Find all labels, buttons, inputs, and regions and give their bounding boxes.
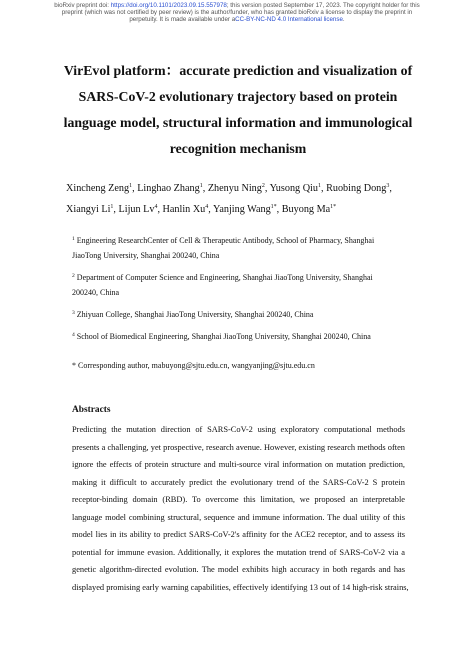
author-affiliation-mark: 1* — [270, 204, 277, 210]
license-link[interactable]: CC-BY-NC-ND 4.0 International license — [235, 16, 343, 24]
notice-line-3: perpetuity. It is made available under aCC-BY-NC-ND 4.0 International license. — [129, 16, 345, 24]
affiliation-number: 4 — [72, 332, 75, 338]
doi-link[interactable]: https://doi.org/10.1101/2023.09.15.557978 — [110, 2, 227, 9]
preprint-notice — [0, 2, 474, 24]
author-affiliation-mark: 1 — [199, 183, 203, 189]
abstract-line: displayed promising early warning capabilities, effectively identifying 13 out of 14 high-risk strains, — [72, 582, 409, 592]
author-name: Lijun Lv — [118, 204, 155, 215]
author-affiliation-mark: 1 — [317, 183, 321, 189]
corresponding-author: * Corresponding author, mabuyong@sjtu.edu.cn, wangyanjing@sjtu.edu.cn — [72, 361, 315, 370]
abstract-line: presents a challenging, yet prospective, research avenue. However, existing research methods often — [72, 442, 405, 452]
author-name: Hanlin Xu — [162, 204, 206, 215]
affiliation-4: $^4$ School of Biomedical Engineering, Shanghai JiaoTong University, Shanghai 200240, China — [72, 332, 371, 341]
abstract-body — [72, 421, 409, 596]
affiliation-number: 2 — [72, 273, 75, 279]
abstract-line: making it difficult to accurately predict the evolutionary trend of the SARS-CoV-2 S protein — [72, 477, 405, 487]
affiliation-3: $^3$ Zhiyuan College, Shanghai JiaoTong University, Shanghai 200240, China — [72, 310, 314, 319]
notice-line-1: bioRxiv preprint doi: https://doi.org/10.1101/2023.09.15.557978; this version posted September 17, 2023. The copyright holder for this — [54, 2, 420, 9]
title-line: language model, structural information and immunological — [63, 115, 413, 130]
author-affiliation-mark: 4 — [205, 204, 209, 210]
notice-line-2: preprint (which was not certified by peer review) is the author/funder, who has granted bioRxiv a license to display the preprint in — [61, 9, 413, 17]
author-name: Yanjing Wang — [213, 204, 271, 215]
affiliation-number: 3 — [72, 310, 75, 316]
author-affiliation-mark: 4 — [154, 204, 158, 210]
title-line: recognition mechanism — [169, 141, 307, 156]
author-affiliation-mark: 2 — [261, 183, 265, 189]
abstract-line: Predicting the mutation direction of SARS-CoV-2 using exploratory computational methods — [72, 425, 405, 434]
author-list — [66, 178, 412, 220]
affiliation-number: 1 — [72, 236, 75, 242]
title-line: SARS-CoV-2 evolutionary trajectory based on protein — [78, 89, 398, 104]
title-line: VirEvol platform：accurate prediction and visualization of — [63, 63, 413, 78]
author-affiliation-mark: 1* — [330, 204, 337, 210]
abstract-line: genetic algorithm-directed evolution. The model exhibits high accuracy in both regards and has — [72, 565, 405, 574]
abstract-line: model lies in its ability to predict SARS-CoV-2's affinity for the ACE2 receptor, and to assess its — [72, 530, 405, 539]
author-affiliation-mark: 1 — [110, 204, 114, 210]
author-name: Linghao Zhang — [137, 183, 200, 194]
abstract-line: language model combining structural, sequence and immune information. The dual utility of this — [72, 512, 405, 522]
abstract-heading: Abstracts — [72, 405, 111, 415]
author-name: Xincheng Zeng — [66, 183, 130, 194]
abstract-line: ignore the effects of protein structure and multi-source viral information on mutation prediction, — [72, 460, 405, 469]
abstract-line: potential for immune evasion. Additionally, it explores the mutation trend of SARS-CoV-2 via a — [72, 547, 405, 557]
author-row: Xincheng Zeng$^1$, Linghao Zhang$^1$, Zhenyu Ning$^2$, Yusong Qiu$^1$, Ruobing Dong$^3$, — [66, 183, 392, 194]
author-name: Ruobing Dong — [326, 183, 387, 194]
author-row: Xiangyi Li$^1$, Lijun Lv$^4$, Hanlin Xu$^4$, Yanjing Wang$^{1*}$, Buyong $Ma^{1*}$ — [66, 204, 337, 215]
author-name: Yusong Qiu — [269, 183, 318, 194]
affiliation-1: $^1$ Engineering ResearchCenter of Cell & Therapeutic Antibody, School of Pharmacy, Shanghai JiaoTong University, Shanghai 200240, China — [72, 236, 375, 260]
author-affiliation-mark: 3 — [386, 183, 390, 189]
author-affiliation-mark: 1 — [129, 183, 133, 189]
abstract-line: receptor-binding domain (RBD). To overcome this limitation, we proposed an interpretable — [72, 495, 405, 504]
author-name: Zhenyu Ning — [207, 183, 262, 194]
paper-title — [58, 58, 418, 162]
author-name: Xiangyi Li — [66, 204, 111, 215]
affiliation-2: $^2$ Department of Computer Science and Engineering, Shanghai JiaoTong University, Shanghai 200240, China — [72, 273, 373, 297]
author-name: Buyong Ma — [281, 204, 331, 215]
